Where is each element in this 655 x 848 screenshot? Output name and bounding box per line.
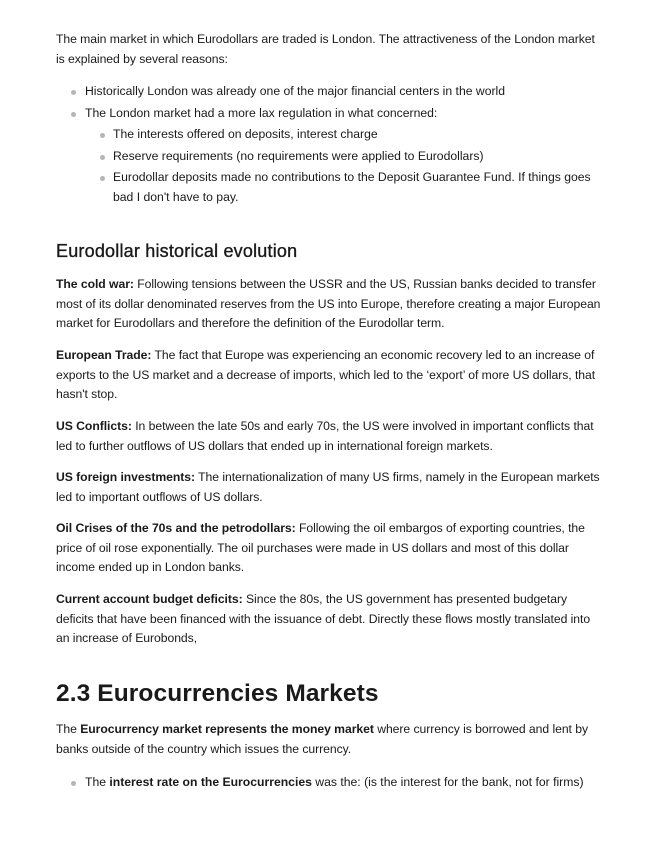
intro-paragraph: The main market in which Eurodollars are traded is London. The attractiveness of the London market is explained by several reasons: [56,32,595,66]
evolution-heading: Eurodollar historical evolution [56,241,298,261]
evolution-item [56,519,604,578]
evolution-term: Current account budget deficits: [56,592,243,606]
evolution-item [56,275,604,334]
list-item: Historically London was already one of the major financial centers in the world [56,82,604,102]
evolution-term: US Conflicts: [56,419,132,433]
evolution-text: The internationalization of many US firms, namely in the European markets led to important outflows of US dollars. [56,470,600,504]
evolution-term: US foreign investments: [56,470,196,484]
evolution-item [56,468,604,507]
evolution-term: Oil Crises of the 70s and the petrodollars: [56,521,296,535]
list-item [56,773,604,793]
evolution-text: The fact that Europe was experiencing an economic recovery led to an increase of exports to the US market and a decrease of imports, which led to the ‘export’ of more US dollars, that hasn't stop. [56,348,596,401]
list-item-rest: was the: (is the interest for the bank, not for firms) [311,775,584,789]
section-paragraph [56,720,604,759]
section-paragraph-bold: Eurocurrency market represents the money market [80,722,374,736]
list-item-bold: interest rate on the Eurocurrencies [109,775,312,789]
evolution-text: Following the oil embargos of exporting countries, the price of oil rose exponentially. The oil purchases were made in US dollars and most of this dollar income ended up in London banks. [56,521,585,574]
evolution-item [56,417,604,456]
evolution-text: In between the late 50s and early 70s, the US were involved in important conflicts that led to further outflows of US dollars that ended up in international foreign markets. [56,419,594,453]
section-bullet-list [56,773,604,795]
sub-bullet-list [85,125,604,207]
sub-list-item: Reserve requirements (no requirements were applied to Eurodollars) [85,147,604,167]
sub-list-item: The interests offered on deposits, interest charge [85,125,604,145]
list-item-prefix: The [85,775,110,789]
evolution-item [56,346,604,405]
evolution-text: Following tensions between the USSR and the US, Russian banks decided to transfer most of its dollar denominated reserves from the US into Europe, therefore creating a major European market for Eurodollars and therefore the definition of the Eurodollar term. [56,277,601,330]
list-item-text: The London market had a more lax regulation in what concerned: [85,105,438,120]
list-item [56,104,604,208]
section-paragraph-prefix: The [56,722,81,736]
evolution-term: European Trade: [56,348,152,362]
section-heading: 2.3 Eurocurrencies Markets [56,680,379,707]
intro-bullet-list [56,82,604,209]
section-paragraph-rest: where currency is borrowed and lent by banks outside of the country which issues the currency. [56,722,589,756]
evolution-term: The cold war: [56,277,134,291]
evolution-item [56,590,604,649]
evolution-text: Since the 80s, the US government has presented budgetary deficits that have been financed with the issuance of debt. Directly these flows mostly translated into an increase of Eurobonds, [56,592,591,645]
sub-list-item: Eurodollar deposits made no contributions to the Deposit Guarantee Fund. If things goes bad I don't have to pay. [85,168,604,207]
